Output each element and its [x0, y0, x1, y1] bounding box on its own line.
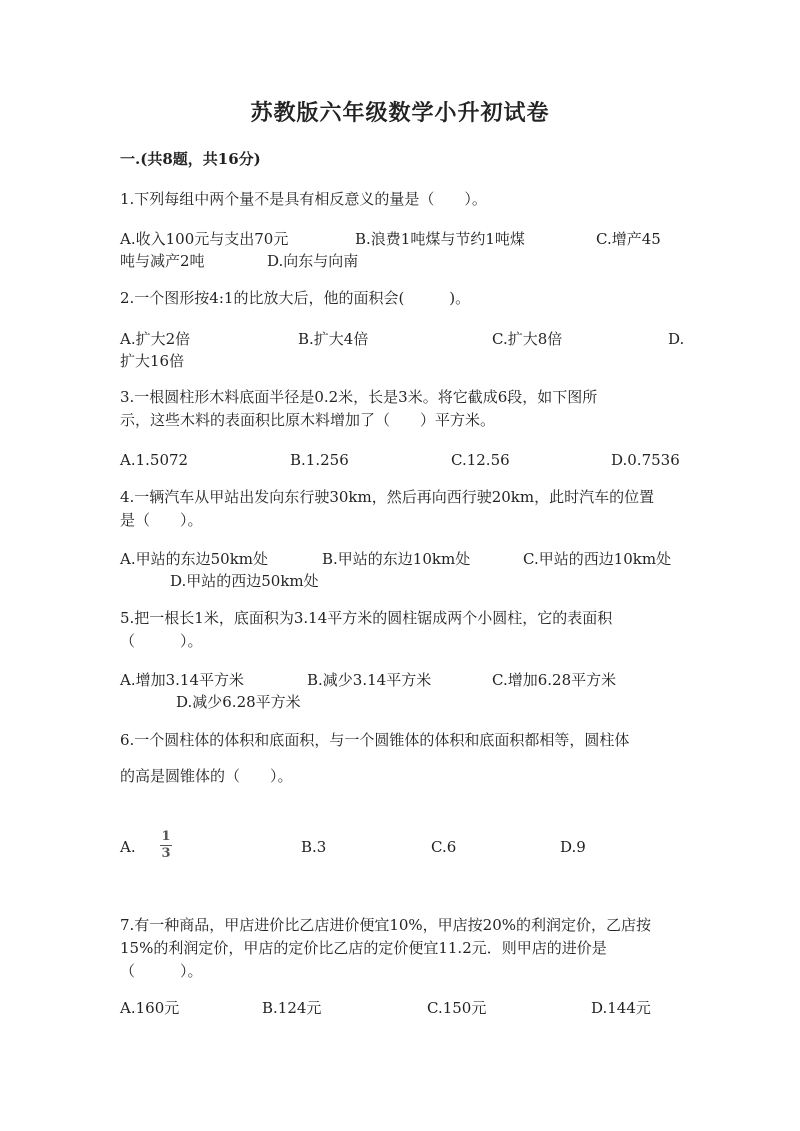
q2-option-b: B.扩大4倍	[298, 330, 369, 348]
question-7-stem-line-1: 7.有一种商品，甲店进价比乙店进价便宜10%，甲店按20%的利润定价，乙店按	[120, 916, 651, 934]
section-heading: 一.(共8题，共16分)	[120, 150, 261, 168]
q1-option-a: A.收入100元与支出70元	[120, 230, 289, 248]
question-7-stem-line-2: 15%的利润定价，甲店的定价比乙店的定价便宜11.2元．则甲店的进价是	[120, 939, 607, 957]
q4-option-a: A.甲站的东边50km处	[120, 550, 269, 568]
q3-option-d: D.0.7536	[611, 451, 680, 469]
fraction-numerator: 1	[161, 829, 171, 844]
q1-option-d: D.向东与向南	[267, 252, 359, 270]
q1-option-c-cont: 吨与减产2吨	[120, 252, 205, 270]
q5-option-a: A.增加3.14平方米	[120, 671, 244, 689]
question-6-stem-line-2: 的高是圆锥体的（ ）。	[120, 767, 293, 785]
q7-option-b: B.124元	[262, 999, 322, 1017]
q5-option-b: B.减少3.14平方米	[307, 671, 432, 689]
q2-option-d: D.	[668, 330, 685, 348]
q3-option-a: A.1.5072	[120, 451, 189, 469]
q2-option-a: A.扩大2倍	[120, 330, 191, 348]
question-3-stem-line-1: 3.一根圆柱形木料底面半径是0.2米，长是3米。将它截成6段，如下图所	[120, 388, 598, 406]
q7-option-c: C.150元	[427, 999, 487, 1017]
q7-option-a: A.160元	[120, 999, 180, 1017]
question-5-stem-line-1: 5.把一根长1米，底面积为3.14平方米的圆柱锯成两个小圆柱，它的表面积	[120, 609, 613, 627]
question-3-stem-line-2: 示，这些木料的表面积比原木料增加了（ ）平方米。	[120, 411, 496, 429]
q6-option-a-fraction	[158, 830, 174, 861]
q1-option-c: C.增产45	[596, 230, 661, 248]
q4-option-c: C.甲站的西边10km处	[523, 550, 672, 568]
question-1-stem: 1.下列每组中两个量不是具有相反意义的量是（ ）。	[120, 190, 487, 208]
page-title: 苏教版六年级数学小升初试卷	[250, 100, 550, 126]
q5-option-c: C.增加6.28平方米	[492, 671, 617, 689]
q5-option-d: D.减少6.28平方米	[176, 693, 301, 711]
q4-option-b: B.甲站的东边10km处	[322, 550, 471, 568]
q2-option-c: C.扩大8倍	[492, 330, 563, 348]
fraction-denominator: 3	[161, 846, 171, 861]
q4-option-d: D.甲站的西边50km处	[170, 572, 319, 590]
q3-option-b: B.1.256	[290, 451, 349, 469]
q3-option-c: C.12.56	[451, 451, 510, 469]
q6-option-c: C.6	[431, 838, 457, 856]
question-2-stem: 2.一个图形按4:1的比放大后，他的面积会( )。	[120, 289, 471, 307]
q1-option-b: B.浪费1吨煤与节约1吨煤	[355, 230, 525, 248]
q2-option-d-cont: 扩大16倍	[120, 352, 185, 370]
question-5-stem-line-2: （ ）。	[120, 632, 203, 650]
question-4-stem-line-1: 4.一辆汽车从甲站出发向东行驶30km，然后再向西行驶20km，此时汽车的位置	[120, 488, 655, 506]
q6-option-b: B.3	[301, 838, 327, 856]
question-6-stem-line-1: 6.一个圆柱体的体积和底面积，与一个圆锥体的体积和底面积都相等，圆柱体	[120, 731, 630, 749]
question-7-stem-line-3: （ ）。	[120, 962, 203, 980]
q6-option-a: A.	[120, 838, 136, 856]
q6-option-d: D.9	[560, 838, 586, 856]
q7-option-d: D.144元	[591, 999, 651, 1017]
question-4-stem-line-2: 是（ ）。	[120, 511, 203, 529]
